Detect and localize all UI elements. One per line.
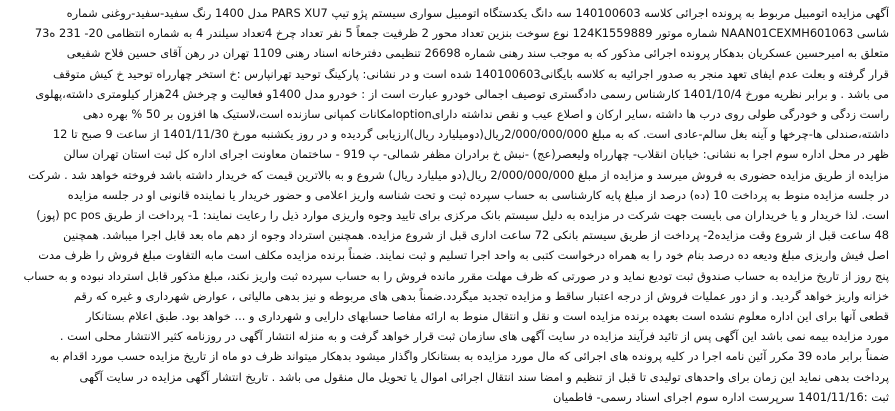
notice-line: می باشد . و برابر نظریه مورخ 1401/10/4 کارشناس رسمی دادگستری توصیف اجمالی خودرو عبارت است از : خودرو مدل 1400و فعالیت و چرخش 24هزار کیلومتری داشته،پهلوی — [35, 86, 889, 101]
notice-line: متعلق به امیرحسین عسکریان بدهکار پرونده اجرائی مذکور که به موجب سند رهنی شماره 26698 تنظیمی دفترخانه اسناد رهنی 1109 تهران در رهن آقای حسین فلاح شفیعی — [66, 46, 889, 61]
notice-line: پرداخت بدهی نماید این زمان برای واحدهای تولیدی تا قبل از تنظیم و امضا سند انتقال اجرائی اموال یا تحویل مال منقول می باشد . تاریخ انتشار آگهی مزایده در سایت آگهی — [79, 369, 889, 384]
notice-line: ظهر در محل اداره سوم اجرا به نشانی: خیابان انقلاب- چهارراه ولیعصر(عج) -نبش خ برادران مظفر شمالی- پ 919 - ساختمان معاونت اجرای اداره کل ثبت استان تهران سالن — [63, 147, 889, 162]
notice-line: خزانه واریز خواهد گردید. و از دور عملیات فروش از درجه اعتبار ساقط و مزایده تجدید میگردد.ضمناً بدهی های مربوطه و نیز بدهی مالیاتی ، عوارض شهرداری و غیره که رقم — [73, 288, 889, 303]
notice-line: مورد مزایده بیمه نمی باشد این آگهی پس از تائید فرآیند مزایده در سایت آگهی های سازمان ثبت قرار خواهد گرفت و به منزله انتشار آگهی در روزنامه کثیر الانتشار محلی است . — [59, 329, 889, 344]
notice-line: قطعی آنها برای این اداره معلوم نشده است بعهده برنده مزایده است و نقل و انتقال منوط به ارائه مفاصا حسابهای دارایی و شهرداری و ... خواهد بود. طبق اعلام بستانکار — [86, 309, 889, 324]
notice-line: است. لذا خریدار و یا خریداران می بایست جهت شرکت در مزایده به دلیل سیستم بانک مرکزی برای تایید وجوه واریزی موارد ذیل را رعایت نمایند: 1- پرداخت از طریق pc pos (پوز) — [36, 208, 889, 223]
notice-line: ثبت :1401/11/16 سرپرست اداره سوم اجرای اسناد رسمی- فاطمیان — [553, 389, 889, 404]
notice-line: آگهی مزایده اتومبیل مربوط به پرونده اجرائی کلاسه 140100603 سه دانگ یکدستگاه اتومبیل سواری سیستم پژو تیپ PARS XU7 مدل 1400 رنگ سفید-سفید-روغنی شماره — [66, 6, 889, 20]
notice-line: 48 ساعت قبل از شروع وقت مزایده2- پرداخت از طریق سیستم بانکی 72 ساعت اداری قبل از شروع مزایده. همچنین استرداد وجوه از دهم ماه بعد قابل اجرا میباشد. همچنین — [63, 228, 889, 243]
notice-line: در جلسه مزایده منوط به پرداخت 10 (ده) درصد از مبلغ پایه کارشناسی به حساب سپرده ثبت و تحت شناسه واریز اعلامی و حضور خریدار یا نماینده قانونی او در جلسه مزایده — [67, 187, 889, 202]
notice-line: ضمناً برابر ماده 39 مکرر آئین نامه اجرا در کلیه پرونده های اجرائی که مال مورد مزایده به بستانکار واگذار میشود بدهکار میتواند ظرف دو ماه از تاریخ مزایده حسب مورد اقدام به — [49, 349, 889, 364]
notice-line: اصل فیش واریزی مبلغ ودیعه ده درصد بنام خود را به همراه درخواست کتبی به واحد اجرا تسلیم و ثبت نمایند. ضمناً برنده مزایده مکلف است مابه التفاوت مبلغ فروش را ظرف مدت — [38, 248, 889, 263]
notice-line: شاسی NAAN01CEXMH601063 شماره موتور 124K1559889 نوع سوخت بنزین تعداد محور 2 ظرفیت جمعاً 5 نفر تعداد چرخ 4تعداد سیلندر 4 به شماره انتظامی 20- 231 ه73 — [34, 26, 889, 41]
notice-line: داشته،صندلی ها-چرخها و آینه بغل سالم-عادی است. که به مبلغ 2/000/000/000ریال(دومیلیارد ریال)ارزیابی گردیده و در روز یکشنبه مورخ 1401/11/30 از ساعت 9 صبح تا 12 — [52, 127, 889, 142]
notice-line: راست زدگی و خودرگی طولی روی درب ها داشته ،سایر ارکان و اصلاع عیب و نقص نداشته دارایoptionامکانات کمپانی سازنده است،لاستیک ها افزون بر 50 % بهره دهی — [82, 107, 889, 122]
notice-line: قرار گرفته و بعلت عدم ایفای تعهد منجر به صدور اجرائیه به کلاسه بایگانی140100603 شده است و در نشانی: پارکینگ توحید تهرانپارس :خ استخر چهارراه توحید خ کیش متوقف — [53, 66, 889, 81]
notice-line: پنج روز از تاریخ مزایده به حساب صندوق ثبت تودیع نماید و در صورتی که ظرف مهلت مقرر مانده فروش را به حساب سپرده ثبت واریز نکند، مبلغ مذکور قابل استرداد نبوده و به حساب — [23, 268, 889, 283]
notice-line: مزایده از طریق مزایده حضوری به فروش میرسد و مزایده از مبلغ 2/000/000/000 ریال(دو میلیارد ریال) شروع و به بالاترین قیمت که خریدار داشته باشد فروخته خواهد شد . شرکت — [28, 167, 889, 182]
